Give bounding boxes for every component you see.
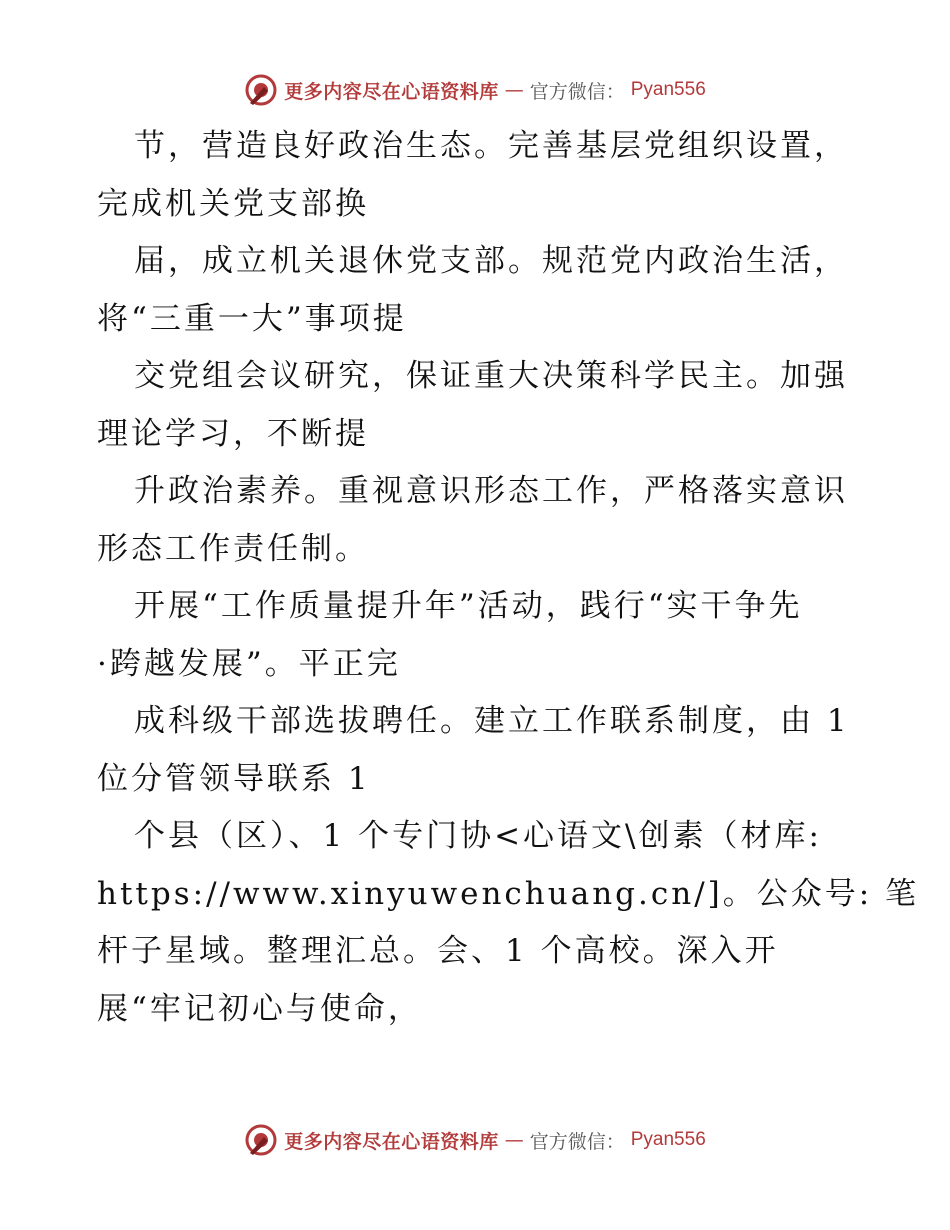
header-watermark [0,70,950,110]
text-line: 位分管领导联系 1 [97,760,371,797]
document-body [97,118,920,1038]
text-line: 展“牢记初心与使命， [97,990,422,1027]
text-line: 理论学习，不断提 [97,415,369,452]
text-line: 届，成立机关退休党支部。规范党内政治生活， [134,243,848,279]
text-line: ·跨越发展”。平正完 [97,645,401,682]
text-line: 开展“工作质量提升年”活动，践行“实干争先 [134,588,803,624]
watermark-wechat-label: 官方微信： [529,80,625,103]
footer-watermark [0,1120,950,1160]
text-line: 个县（区）、1 个专门协<心语文\创素（材库: [134,818,822,854]
text-line: 成科级干部选拔聘任。建立工作联系制度，由 1 [134,703,850,739]
watermark-separator: — [504,1129,524,1151]
text-line: 节，营造良好政治生态。完善基层党组织设置， [134,128,848,164]
watermark-separator: — [504,79,524,101]
text-line: 杆子星域。整理汇总。会、1 个高校。深入开 [97,933,779,969]
watermark-wechat-id: Pyan556 [630,1129,706,1150]
text-line: https://www.xinyuwenchuang.cn/]。公众号: 笔 [97,875,920,912]
text-line: 形态工作责任制。 [97,530,369,567]
watermark-wechat-label: 官方微信： [529,1130,625,1153]
watermark-wechat-id: Pyan556 [630,79,706,100]
text-line: 交党组会议研究，保证重大决策科学民主。加强 [134,358,848,394]
text-line: 完成机关党支部换 [97,185,369,222]
pen-seal-icon [244,1123,278,1157]
pen-seal-icon [244,73,278,107]
text-line: 升政治素养。重视意识形态工作，严格落实意识 [134,473,848,509]
text-line: 将“三重一大”事项提 [97,300,407,337]
watermark-brand: 更多内容尽在心语资料库 [284,80,499,103]
watermark-brand: 更多内容尽在心语资料库 [284,1130,499,1153]
